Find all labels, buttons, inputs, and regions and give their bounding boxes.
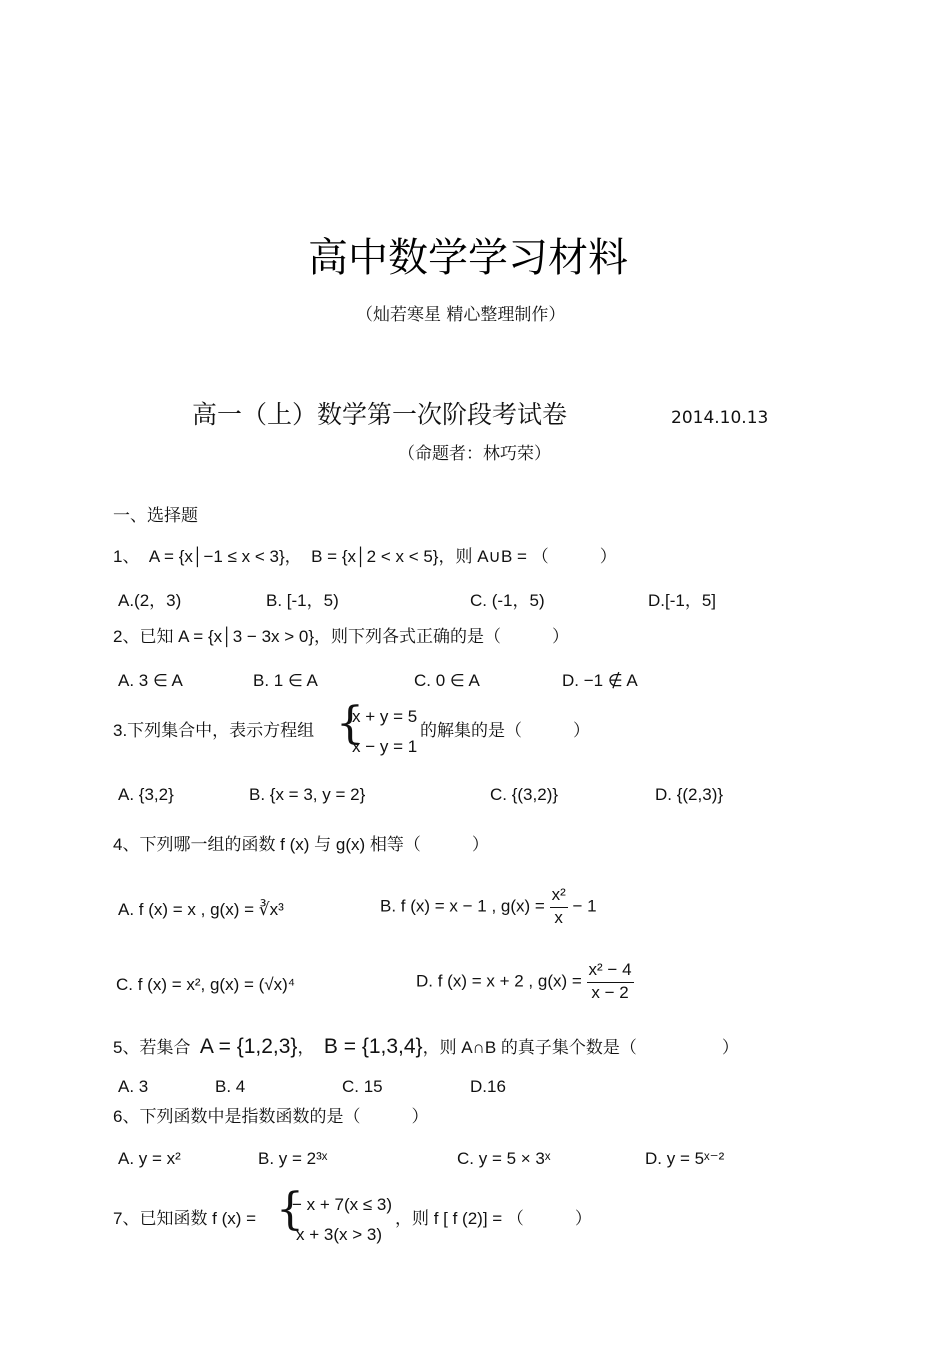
- numerator: x² − 4: [587, 960, 634, 983]
- question-1: 1、 A = {x│−1 ≤ x < 3}， B = {x│2 < x < 5}，则 A∪B = （ ）: [113, 547, 617, 566]
- question-3-tail: 的解集的是（ ）: [420, 721, 590, 740]
- question-number: 1、: [113, 547, 140, 566]
- question-3-lead: 3.下列集合中，表示方程组: [113, 721, 315, 740]
- set-a: A = {1,2,3}: [199, 1035, 298, 1058]
- q3-option-d[interactable]: D. {(2,3)}: [655, 785, 724, 804]
- q1-option-b[interactable]: B. [-1，5): [266, 591, 339, 610]
- option-d-lhs: D. f (x) = x + 2 , g(x) =: [416, 971, 582, 991]
- q5-option-b[interactable]: B. 4: [215, 1077, 246, 1096]
- question-tail: ，则 A∪B = （ ）: [438, 547, 617, 566]
- q2-option-a[interactable]: A. 3 ∈ A: [118, 671, 183, 690]
- exam-author: （命题者：林巧荣）: [398, 444, 551, 464]
- q4-option-d[interactable]: [416, 960, 634, 1004]
- equation-1: x + y = 5: [352, 707, 418, 726]
- q6-option-b[interactable]: B. y = 2³ˣ: [258, 1149, 328, 1168]
- section-heading: 一、选择题: [113, 506, 198, 526]
- exam-date: 2014.10.13: [671, 408, 769, 428]
- numerator: x²: [550, 885, 568, 908]
- question-2: 2、已知 A = {x│3 − 3x > 0}，则下列各式正确的是（ ）: [113, 627, 570, 646]
- question-7-lead: 7、已知函数 f (x) =: [113, 1209, 257, 1228]
- q2-option-b[interactable]: B. 1 ∈ A: [253, 671, 318, 690]
- q2-option-c[interactable]: C. 0 ∈ A: [414, 671, 480, 690]
- q6-option-c[interactable]: C. y = 5 × 3ˣ: [457, 1149, 551, 1168]
- q6-option-d[interactable]: D. y = 5ˣ⁻²: [645, 1149, 725, 1168]
- q5-option-c[interactable]: C. 15: [342, 1077, 383, 1096]
- q6-option-a[interactable]: A. y = x²: [118, 1149, 181, 1168]
- option-b-lhs: B. f (x) = x − 1 , g(x) =: [380, 896, 545, 916]
- q5-option-d[interactable]: D.16: [470, 1077, 506, 1096]
- question-4: 4、下列哪一组的函数 f (x) 与 g(x) 相等（ ）: [113, 835, 489, 854]
- piecewise-brace: {: [276, 1184, 304, 1235]
- q3-option-b[interactable]: B. {x = 3, y = 2}: [249, 785, 366, 804]
- fraction: [550, 885, 568, 929]
- fraction: [587, 960, 634, 1004]
- question-6: 6、下列函数中是指数函数的是（ ）: [113, 1107, 429, 1126]
- q3-option-a[interactable]: A. {3,2}: [118, 785, 174, 804]
- q5-option-a[interactable]: A. 3: [118, 1077, 149, 1096]
- q4-option-a[interactable]: A. f (x) = x , g(x) = ∛x³: [118, 900, 284, 919]
- denominator: x: [554, 908, 563, 928]
- q1-option-d[interactable]: D.[-1，5]: [648, 591, 717, 610]
- piecewise-case-2: x + 3(x > 3): [296, 1225, 382, 1244]
- q2-option-d[interactable]: D. −1 ∉ A: [562, 671, 638, 690]
- system-brace: {: [336, 698, 364, 749]
- q3-option-c[interactable]: C. {(3,2)}: [490, 785, 559, 804]
- exam-title: 高一（上）数学第一次阶段考试卷: [192, 400, 568, 429]
- question-tail: ，则 A∩B 的真子集个数是（ ）: [422, 1038, 739, 1057]
- q4-option-b[interactable]: [380, 885, 597, 929]
- q4-option-c[interactable]: C. f (x) = x², g(x) = (√x)⁴: [116, 975, 296, 994]
- piecewise-case-1: − x + 7(x ≤ 3): [292, 1195, 393, 1214]
- question-7-tail: ，则 f [ f (2)] = （ ）: [395, 1209, 592, 1228]
- page-title: 高中数学学习材料: [308, 235, 628, 281]
- question-lead: 5、若集合: [113, 1038, 191, 1057]
- option-b-rhs: − 1: [572, 896, 597, 916]
- set-b: B = {1,3,4}: [323, 1035, 423, 1058]
- set-a: A = {x│−1 ≤ x < 3}: [148, 547, 285, 566]
- denominator: x − 2: [591, 983, 629, 1003]
- question-5: 5、若集合 A = {1,2,3}， B = {1,3,4}，则 A∩B 的真子集个数是（ ）: [113, 1035, 739, 1058]
- q1-option-c[interactable]: C. (-1，5): [470, 591, 545, 610]
- set-b: B = {x│2 < x < 5}: [311, 547, 439, 566]
- page-credit: （灿若寒星 精心整理制作）: [356, 305, 566, 325]
- equation-2: x − y = 1: [352, 737, 418, 756]
- q1-option-a[interactable]: A.(2，3): [118, 591, 182, 610]
